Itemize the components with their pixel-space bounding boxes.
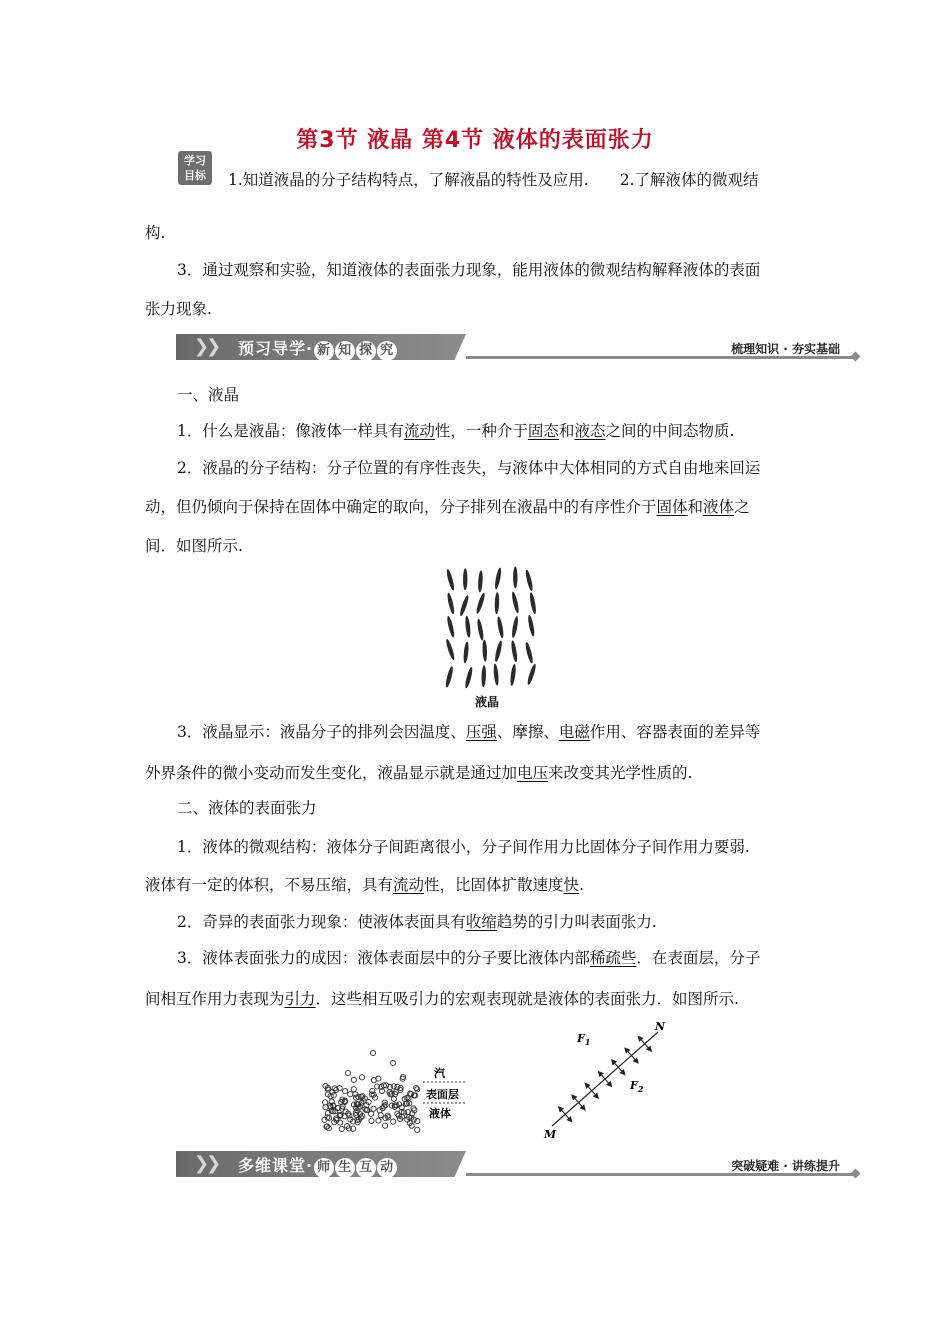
banner-right-text: 突破疑难 · 讲练提升: [731, 1159, 840, 1173]
s2-paragraph-3-line-1: 3．液体表面张力的成因：液体表面层中的分子要比液体内部稀疏些．在表面层，分子: [177, 949, 761, 967]
objective-line-1: 1.知道液晶的分子结构特点，了解液晶的特性及应用. 2.了解液体的微观结: [228, 171, 759, 189]
section-heading-liquid-crystal: 一、液晶: [177, 386, 240, 404]
paragraph-1: 1．什么是液晶：像液体一样具有流动性，一种介于固态和液态之间的中间态物质.: [177, 422, 735, 440]
page-title: 第3节 液晶 第4节 液体的表面张力: [296, 128, 654, 153]
paragraph-3-line-2: 外界条件的微小变动而发生变化，液晶显示就是通过加电压来改变其光学性质的.: [145, 764, 693, 782]
s2-paragraph-2: 2．奇异的表面张力现象：使液体表面具有收缩趋势的引力叫表面张力.: [177, 913, 657, 931]
label-m: M: [544, 1128, 557, 1141]
paragraph-2-line-2: 动，但仍倾向于保持在固体中确定的取向，分子排列在液晶中的有序性介于固体和液体之: [145, 498, 750, 516]
paragraph-3-line-1: 3．液晶显示：液晶分子的排列会因温度、压强、摩擦、电磁作用、容器表面的差异等: [177, 723, 761, 741]
banner-right-text: 梳理知识 · 夯实基础: [731, 342, 840, 356]
badge-line-1: 学习: [184, 154, 206, 167]
chevron-right-icon: ❯❯: [194, 1153, 219, 1174]
banner-label: 多维课堂· 师 生 互 动: [238, 1153, 397, 1178]
section-banner-preview: [176, 334, 856, 360]
chevron-right-icon: ❯❯: [194, 336, 219, 357]
objectives-badge: [178, 151, 212, 185]
s2-paragraph-3-line-2: 间相互作用力表现为引力．这些相互吸引力的宏观表现就是液体的表面张力．如图所示.: [145, 990, 739, 1008]
section-banner-classroom: [176, 1151, 856, 1177]
label-surface-layer: 表面层: [426, 1088, 459, 1101]
figure-caption: 液晶: [475, 695, 500, 709]
label-f1: F: [577, 1032, 585, 1045]
svg-text:F1: $F_1$: [577, 1032, 591, 1047]
s2-paragraph-1-line-2: 液体有一定的体积，不易压缩，具有流动性，比固体扩散速度快.: [145, 876, 584, 894]
label-f2: F: [630, 1079, 638, 1092]
objective-line-3: 3．通过观察和实验，知道液体的表面张力现象，能用液体的微观结构解释液体的表面: [177, 261, 761, 279]
paragraph-2-line-3: 间．如图所示.: [145, 537, 243, 555]
label-liquid: 液体: [429, 1107, 451, 1120]
surface-layer-figure: [318, 1045, 468, 1135]
paragraph-2-line-1: 2．液晶的分子结构：分子位置的有序性丧失，与液体中大体相同的方式自由地来回运: [177, 459, 761, 477]
objective-line-2: 构.: [145, 224, 166, 242]
badge-line-2: 目标: [184, 169, 206, 182]
section-heading-surface-tension: 二、液体的表面张力: [177, 799, 317, 817]
force-diagram: [540, 1018, 680, 1143]
objective-line-4: 张力现象.: [145, 300, 212, 318]
label-vapor: 汽: [434, 1067, 445, 1080]
label-n: N: [655, 1020, 666, 1033]
banner-label: 预习导学· 新 知 探 究: [238, 336, 397, 361]
s2-paragraph-1-line-1: 1．液体的微观结构：液体分子间距离很小，分子间作用力比固体分子间作用力要弱.: [177, 838, 750, 856]
liquid-crystal-figure: [440, 565, 540, 690]
svg-text:F2: $F_2$: [630, 1079, 644, 1094]
